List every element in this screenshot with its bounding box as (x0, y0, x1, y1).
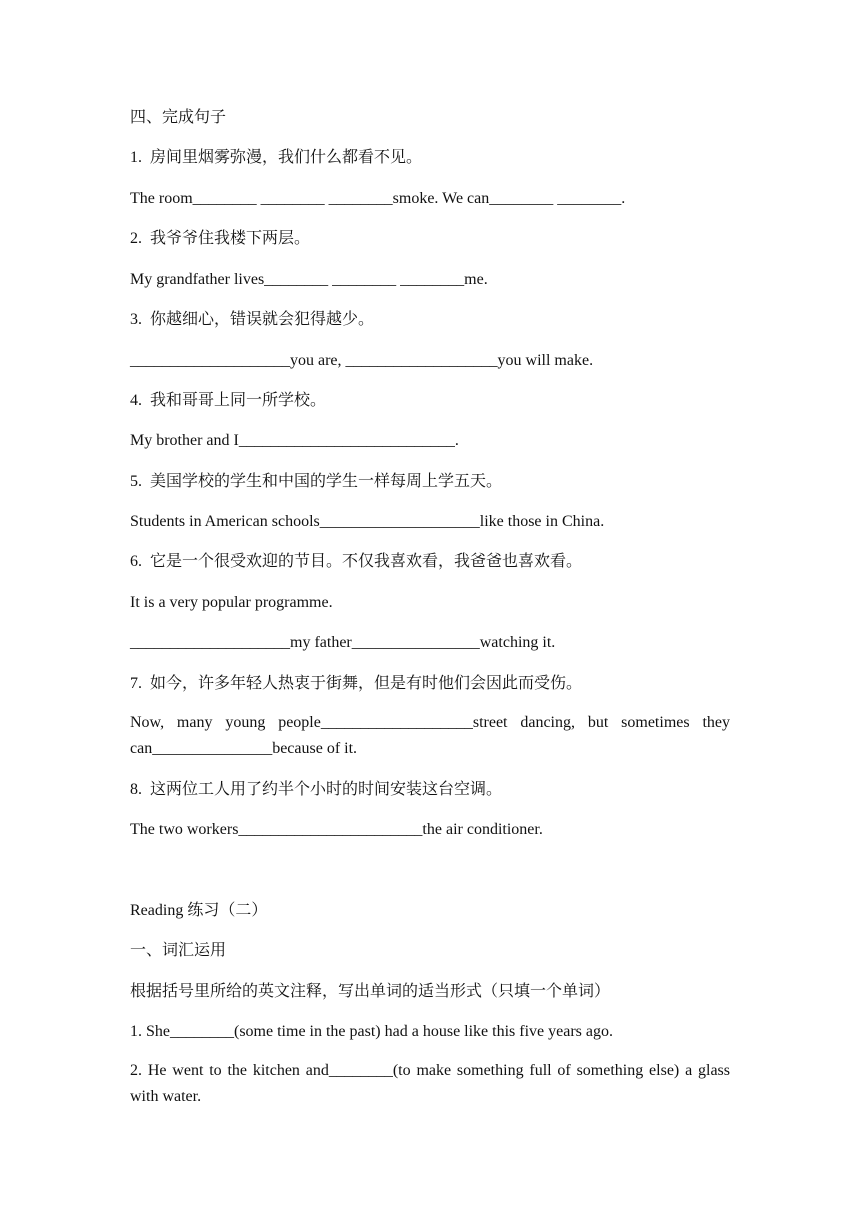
section-heading: 四、完成句子 (130, 109, 227, 126)
question-1-english: The room________ ________ ________smoke. We can________ ________. (130, 190, 626, 207)
question-6-english: It is a very popular programme. (130, 594, 333, 611)
question-2-chinese: 2. 我爷爷住我楼下两层。 (130, 230, 311, 247)
question-3-english: ____________________you are, ___________________you will make. (130, 352, 594, 369)
question-8-chinese: 8. 这两位工人用了约半个小时的时间安装这台空调。 (130, 781, 503, 798)
question-6-english-blank-line: ____________________my father________________watching it. (130, 634, 556, 651)
question-3-chinese: 3. 你越细心，错误就会犯得越少。 (130, 311, 375, 328)
question-2-english: My grandfather lives________ ________ ________me. (130, 271, 488, 288)
question-4-english: My brother and I___________________________. (130, 432, 459, 449)
instruction: 根据括号里所给的英文注释，写出单词的适当形式（只填一个单词） (130, 983, 611, 1000)
question-5-chinese: 5. 美国学校的学生和中国的学生一样每周上学五天。 (130, 473, 503, 490)
question-6-chinese: 6. 它是一个很受欢迎的节目。不仅我喜欢看，我爸爸也喜欢看。 (130, 553, 583, 570)
question-5-english: Students in American schools____________________like those in China. (130, 513, 605, 530)
question-4-chinese: 4. 我和哥哥上同一所学校。 (130, 392, 327, 409)
question-7-chinese: 7. 如今，许多年轻人热衷于街舞，但是有时他们会因此而受伤。 (130, 675, 583, 692)
question-1-chinese: 1. 房间里烟雾弥漫，我们什么都看不见。 (130, 149, 423, 166)
vocabulary-item-1: 1. She________(some time in the past) had a house like this five years ago. (130, 1023, 614, 1040)
vocabulary-heading: 一、词汇运用 (130, 942, 227, 959)
reading-title: Reading 练习（二） (130, 902, 268, 919)
question-7-english: Now, many young people___________________street dancing, but sometimes they can_______________because of it. (130, 714, 730, 757)
question-8-english: The two workers_______________________the air conditioner. (130, 821, 543, 838)
vocabulary-item-2: 2. He went to the kitchen and________(to make something full of something else) a glass with water. (130, 1062, 730, 1105)
